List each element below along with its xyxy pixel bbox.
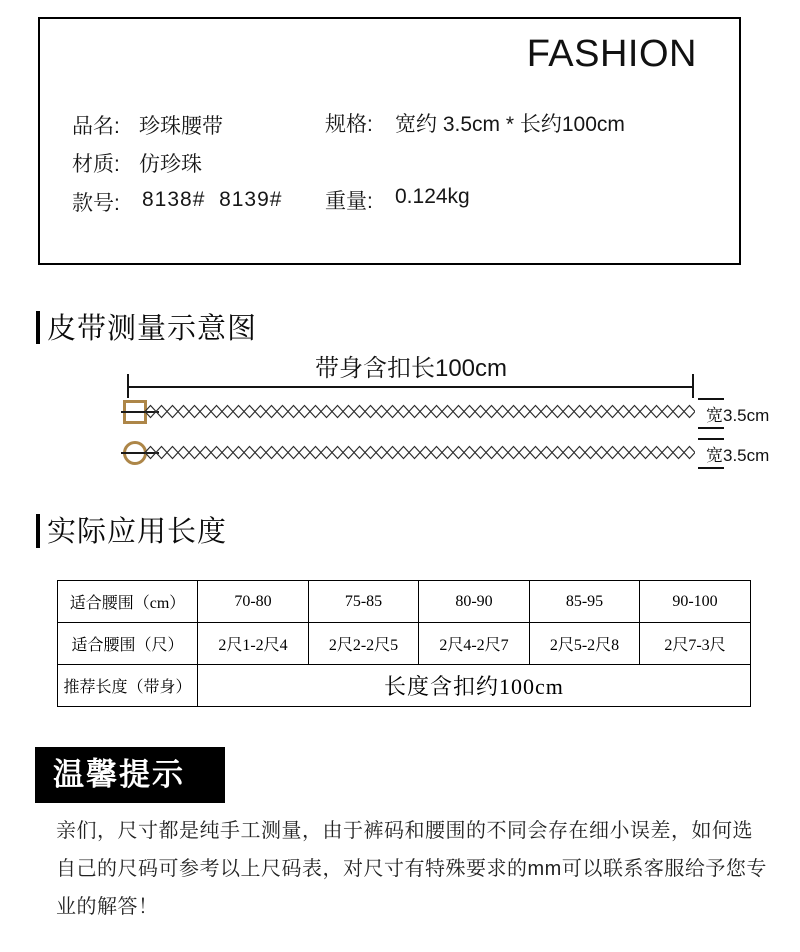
cm-cell: 85-95: [530, 581, 640, 623]
product-name-value: 珍珠腰带: [139, 115, 223, 138]
width-tick-top: [698, 398, 724, 400]
section-accent-bar: [36, 514, 40, 548]
weight-label: 重量:: [325, 190, 373, 213]
product-name-label: 品名:: [72, 115, 120, 138]
section-accent-bar: [36, 311, 40, 344]
chi-cell: 2尺4-2尺7: [419, 623, 530, 665]
recommend-length-cell: 长度含扣约100cm: [198, 665, 751, 707]
row-header-recommend: 推荐长度（带身）: [58, 665, 198, 707]
measure-tick-left: [127, 374, 129, 398]
size-section-title: 实际应用长度: [47, 516, 228, 548]
table-row: [58, 581, 751, 623]
product-info-box: [38, 17, 741, 265]
material-value: 仿珍珠: [139, 153, 202, 176]
cm-cell: 90-100: [640, 581, 751, 623]
belt2-width-label: 宽3.5cm: [706, 446, 770, 465]
chi-cell: 2尺1-2尺4: [198, 623, 309, 665]
cm-cell: 70-80: [198, 581, 309, 623]
cm-cell: 80-90: [419, 581, 530, 623]
row-header-chi: 适合腰围（尺）: [58, 623, 198, 665]
table-row: [58, 623, 751, 665]
spec-label: 规格:: [325, 113, 373, 136]
weight-value: 0.124kg: [395, 185, 470, 208]
tips-title-box: 温馨提示: [35, 747, 225, 803]
belt2-width-callout: [698, 438, 778, 470]
model-label: 款号:: [72, 192, 120, 215]
belt1-width-label: 宽3.5cm: [706, 406, 770, 425]
table-row: [58, 665, 751, 707]
width-tick-top: [698, 438, 724, 440]
belt-zigzag-graphic: [145, 404, 695, 419]
width-tick-bottom: [698, 427, 724, 429]
tips-body-text: 亲们，尺寸都是纯手工测量，由于裤码和腰围的不同会存在细小误差，如何选自己的尺码可参考以上尺码表，对尺寸有特殊要求的mm可以联系客服给予您专业的解答！: [56, 820, 767, 918]
spec-value: 宽约 3.5cm * 长约100cm: [395, 113, 625, 136]
total-length-label: 带身含扣长100cm: [314, 355, 508, 382]
belt-zigzag-graphic: [145, 445, 695, 460]
belt1-width-callout: [698, 398, 778, 430]
measure-section-title: 皮带测量示意图: [47, 313, 258, 345]
measure-line: [128, 386, 694, 388]
measure-tick-right: [692, 374, 694, 398]
chi-cell: 2尺7-3尺: [640, 623, 751, 665]
material-label: 材质:: [72, 153, 120, 176]
row-header-cm: 适合腰围（cm）: [58, 581, 198, 623]
brand-logo-text: FASHION: [526, 33, 697, 75]
chi-cell: 2尺5-2尺8: [530, 623, 640, 665]
width-tick-bottom: [698, 467, 724, 469]
cm-cell: 75-85: [309, 581, 419, 623]
chi-cell: 2尺2-2尺5: [309, 623, 419, 665]
size-table: [57, 580, 751, 707]
model-value: 8138# 8139#: [142, 188, 283, 211]
